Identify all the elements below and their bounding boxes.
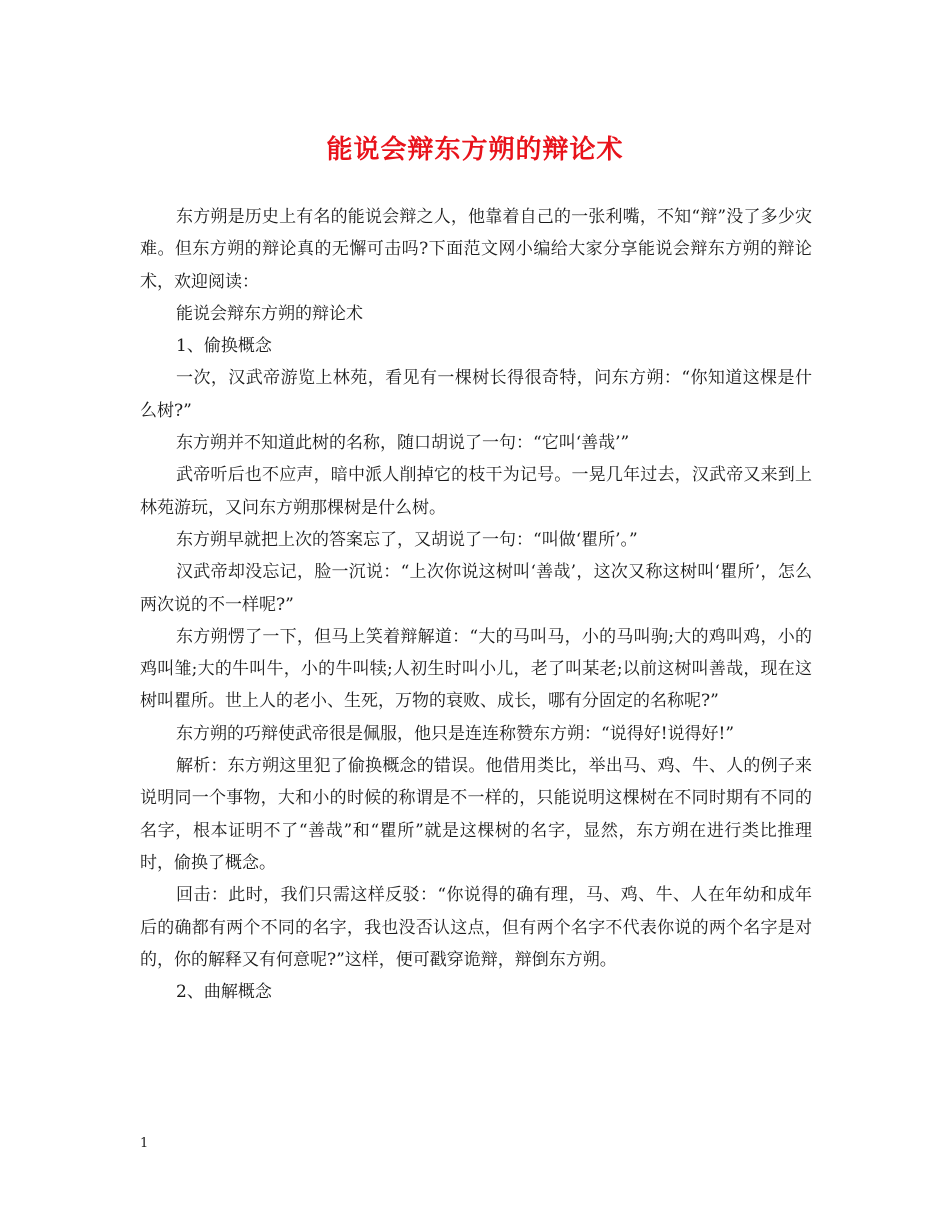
paragraph-intro: 东方朔是历史上有名的能说会辩之人，他靠着自己的一张利嘴，不知“辩”没了多少灾难。但东方朔的辩论真的无懈可击吗?下面范文网小编给大家分享能说会辩东方朔的辩论术，欢迎阅读： [140,207,812,292]
paragraph: 东方朔早就把上次的答案忘了，又胡说了一句：“叫做‘瞿所’。” [176,529,638,550]
section-heading-1: 1、偷换概念 [176,336,272,357]
paragraph: 汉武帝却没忘记，脸一沉说：“上次你说这树叫‘善哉’，这次又称这树叫‘瞿所’，怎么两次说的不一样呢?” [140,562,812,615]
page-number: 1 [140,1136,149,1151]
document-body [140,201,812,1008]
paragraph: 东方朔的巧辩使武帝很是佩服，他只是连连称赞东方朔：“说得好!说得好!” [176,723,735,744]
paragraph-analysis: 解析：东方朔这里犯了偷换概念的错误。他借用类比，举出马、鸡、牛、人的例子来说明同一个事物，大和小的时候的称谓是不一样的，只能说明这棵树在不同时期有不同的名字，根本证明不了“善哉”和“瞿所”就是这棵树的名字，显然，东方朔在进行类比推理时，偷换了概念。 [140,756,812,873]
document-title: 能说会辩东方朔的辩论术 [326,135,624,165]
paragraph: 武帝听后也不应声，暗中派人削掉它的枝干为记号。一晃几年过去，汉武帝又来到上林苑游玩，又问东方朔那棵树是什么树。 [140,465,812,518]
paragraph: 东方朔愣了一下，但马上笑着辩解道：“大的马叫马，小的马叫驹;大的鸡叫鸡，小的鸡叫雏;大的牛叫牛，小的牛叫犊;人初生时叫小儿，老了叫某老;以前这树叫善哉，现在这树叫瞿所。世上人的老小、生死，万物的衰败、成长，哪有分固定的名称呢?” [140,626,812,712]
section-heading-2: 2、曲解概念 [176,982,272,1003]
paragraph-rebuttal: 回击：此时，我们只需这样反驳：“你说得的确有理，马、鸡、牛、人在年幼和成年后的确都有两个不同的名字，我也没否认这点，但有两个名字不代表你说的两个名字是对的，你的解释又有何意呢?”这样，便可戳穿诡辩，辩倒东方朔。 [140,885,812,970]
paragraph: 一次，汉武帝游览上林苑，看见有一棵树长得很奇特，问东方朔：“你知道这棵是什么树?” [140,368,812,421]
paragraph-subtitle: 能说会辩东方朔的辩论术 [176,303,364,324]
paragraph: 东方朔并不知道此树的名称，随口胡说了一句：“它叫‘善哉’” [176,433,630,454]
